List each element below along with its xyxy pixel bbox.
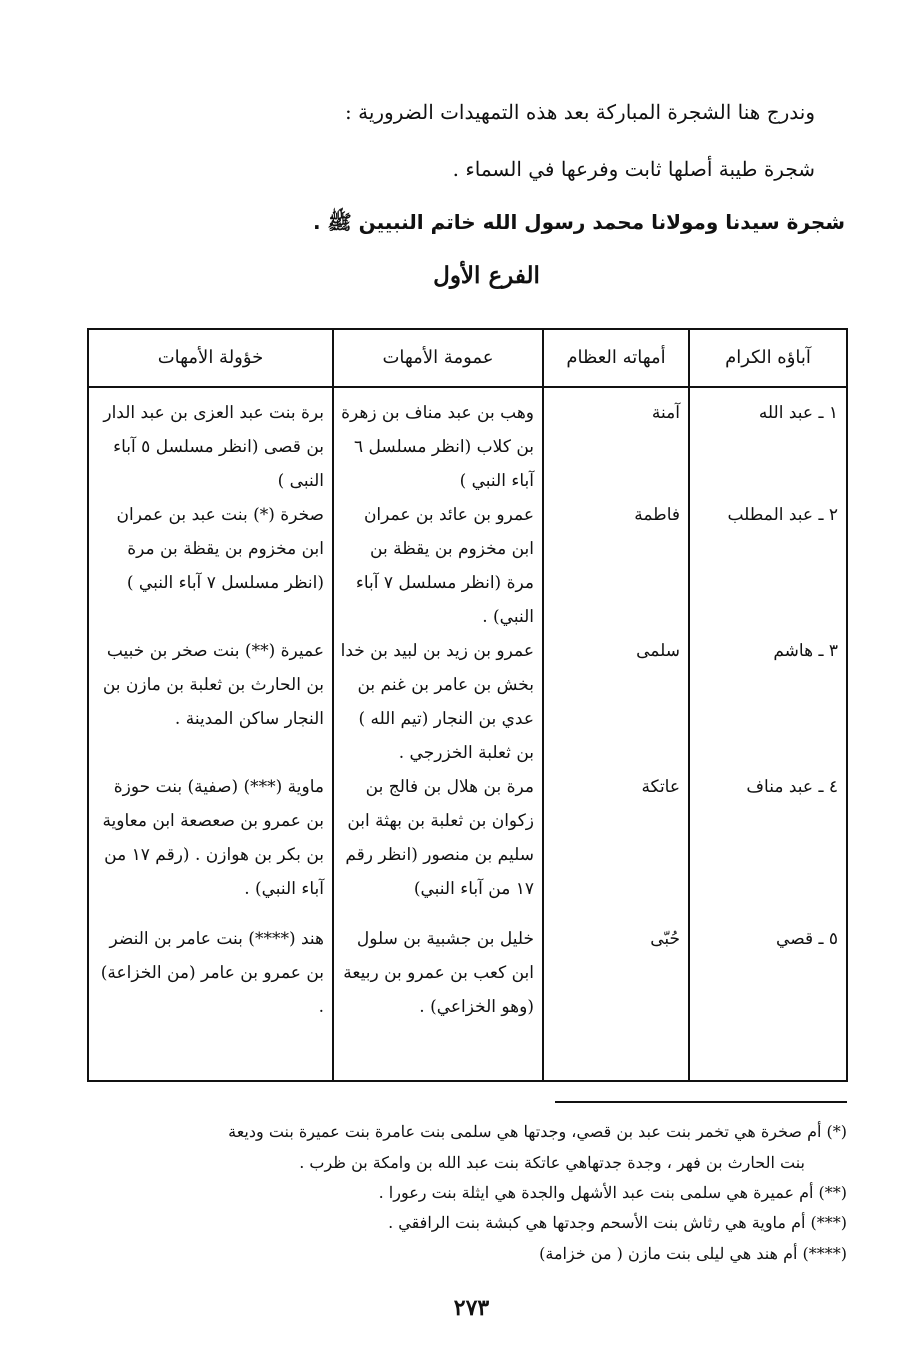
uncles-cell: وهب بن عبد مناف بن زهرة بن كلاب (انظر مسلسل ٦ آباء النبي ) [333, 396, 543, 498]
footnote-4: (****) أم هند هي ليلى بنت مازن ( من خزامة) [539, 1244, 847, 1263]
table-row [88, 770, 847, 906]
father-cell: ٤ ـ عبد مناف [689, 770, 847, 906]
uncles-cell: خليل بن جشبية بن سلول ابن كعب بن عمرو بن ربيعة (وهو الخزاعي) . [333, 922, 543, 1024]
mother-cell: سلمى [543, 634, 689, 770]
uncles-cell: عمرو بن عائد بن عمران ابن مخزوم بن يقظة بن مرة (انظر مسلسل ٧ آباء النبي) . [333, 498, 543, 634]
intro-line-1: وندرج هنا الشجرة المباركة بعد هذه التمهيدات الضرورية : [345, 100, 815, 124]
table-row [88, 396, 847, 498]
footnote-3: (***) أم ماوية هي رثاش بنت الأسحم وجدتها هي كبشة بنت الرافقي . [388, 1213, 847, 1232]
footnote-1-line-2: بنت الحارث بن فهر ، وجدة جدتهاهي عاتكة بنت عبد الله بن وامكة بن ظرب . [299, 1153, 805, 1172]
table-row [88, 634, 847, 770]
header-maternal-relatives: خؤولة الأمهات [88, 329, 333, 387]
uncles-cell: عمرو بن زيد بن لبيد بن خدا بخش بن عامر بن غنم بن عدي بن النجار (تيم الله ) بن ثعلبة الخزرجي . [333, 634, 543, 770]
maternal-cell: عميرة (**) بنت صخر بن خبيب بن الحارث بن ثعلبة بن مازن بن النجار ساكن المدينة . [88, 634, 333, 770]
maternal-cell: ماوية (***) (صفية) بنت حوزة بن عمرو بن صعصعة ابن معاوية بن بكر بن هوازن . (رقم ١٧ من آباء النبي) . [88, 770, 333, 906]
father-cell: ٢ ـ عبد المطلب [689, 498, 847, 634]
branch-title: الفرع الأول [433, 262, 540, 289]
footnote-2: (**) أم عميرة هي سلمى بنت عبد الأشهل والجدة هي ايثلة بنت رعورا . [378, 1183, 847, 1202]
father-cell: ٥ ـ قصي [689, 922, 847, 1024]
header-mothers: أمهاته العظام [543, 329, 689, 387]
header-maternal-uncles: عمومة الأمهات [333, 329, 543, 387]
uncles-cell: مرة بن هلال بن فالج بن زكوان بن ثعلبة بن بهثة ابن سليم بن منصور (انظر رقم ١٧ من آباء النبي) [333, 770, 543, 906]
mother-cell: حُبّى [543, 922, 689, 1024]
table-row [88, 922, 847, 1024]
intro-line-2: شجرة طيبة أصلها ثابت وفرعها في السماء . [452, 157, 815, 181]
mother-cell: عاتكة [543, 770, 689, 906]
tree-heading: شجرة سيدنا ومولانا محمد رسول الله خاتم النبيين ﷺ . [312, 210, 845, 234]
maternal-cell: هند (****) بنت عامر بن النضر بن عمرو بن عامر (من الخزاعة) . [88, 922, 333, 1024]
maternal-cell: برة بنت عبد العزى بن عبد الدار بن قصى (انظر مسلسل ٥ آباء النبى ) [88, 396, 333, 498]
header-fathers: آباؤه الكرام [689, 329, 847, 387]
footnote-divider [555, 1101, 847, 1103]
father-cell: ٣ ـ هاشم [689, 634, 847, 770]
lineage-table [87, 328, 848, 1082]
mother-cell: آمنة [543, 396, 689, 498]
table-header-row [88, 329, 847, 387]
mother-cell: فاطمة [543, 498, 689, 634]
table-row [88, 498, 847, 634]
maternal-cell: صخرة (*) بنت عبد بن عمران ابن مخزوم بن يقظة بن مرة (انظر مسلسل ٧ آباء النبي ) [88, 498, 333, 634]
page-number: ٢٧٣ [453, 1295, 490, 1321]
father-cell: ١ ـ عبد الله [689, 396, 847, 498]
footnote-1-line-1: (*) أم صخرة هي تخمر بنت عبد بن قصي، وجدتها هي سلمى بنت عامرة بنت عميرة بنت وديعة [228, 1122, 847, 1141]
